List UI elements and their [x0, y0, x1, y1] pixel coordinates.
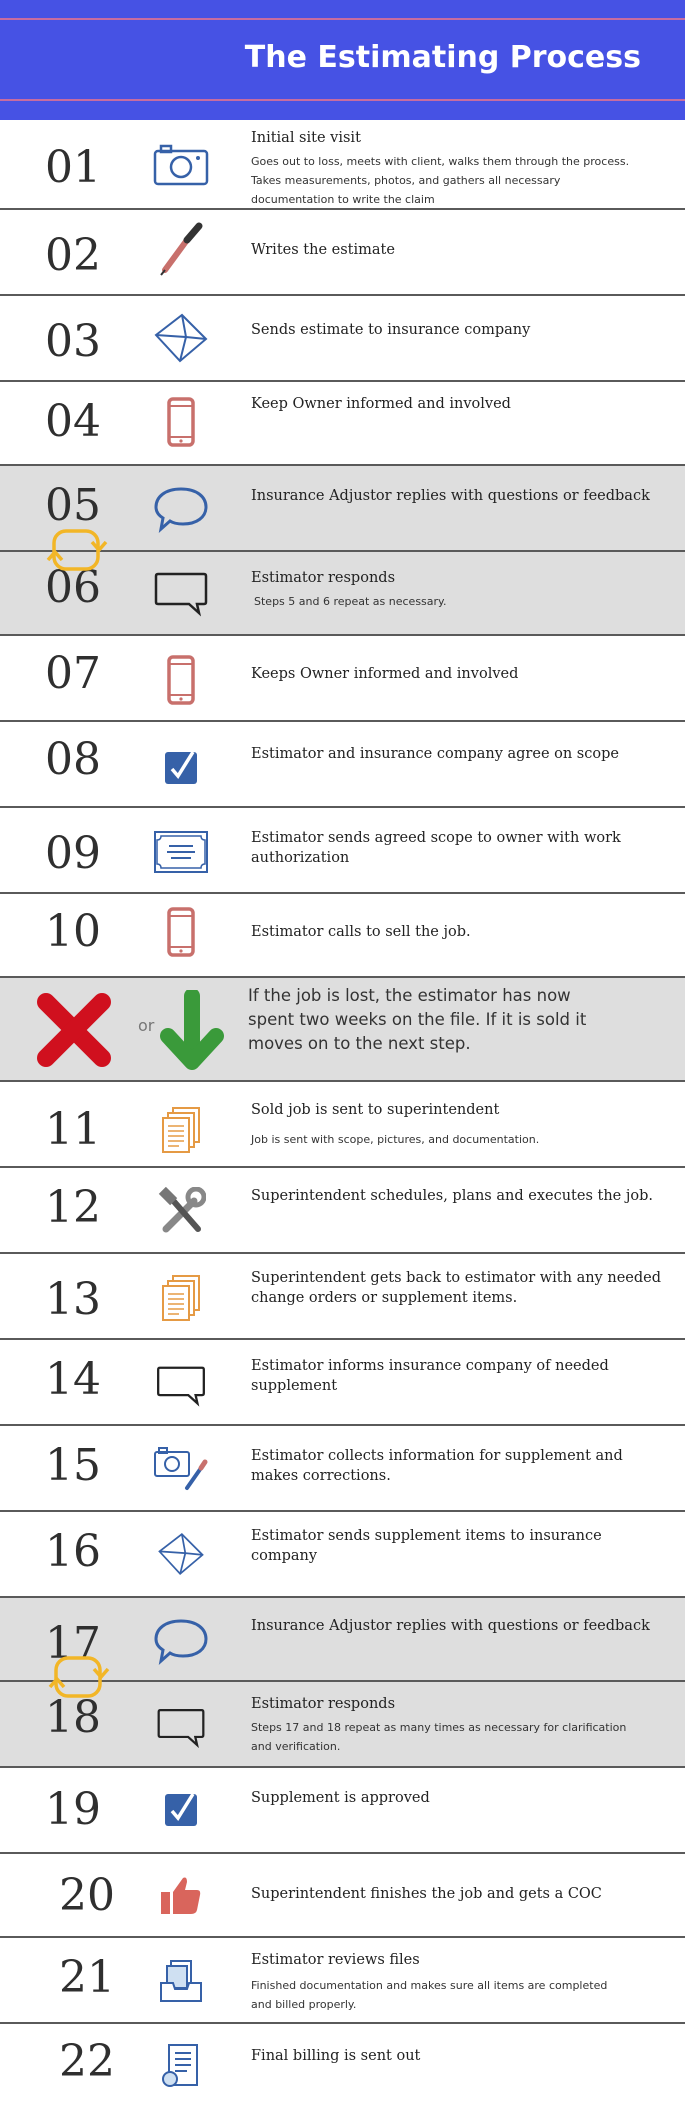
step-detail: Steps 5 and 6 repeat as necessary. [254, 595, 447, 608]
header-banner [0, 0, 685, 120]
checkbox-icon [150, 1780, 212, 1836]
step-number: 08 [45, 734, 101, 785]
step-number: 12 [45, 1182, 101, 1233]
chat-icon [150, 1358, 212, 1414]
step-number: 20 [59, 1870, 115, 1921]
step-title: Keep Owner informed and involved [251, 396, 511, 412]
step-title: Estimator calls to sell the job. [251, 924, 471, 940]
step-number: 04 [45, 396, 101, 447]
header-bottom-rule [0, 99, 685, 101]
step-row-13 [0, 1254, 685, 1340]
step-title: Estimator and insurance company agree on scope [251, 746, 619, 762]
decision-text: If the job is lost, the estimator has now spent two weeks on the file. If it is sold it moves on to the next step. [248, 986, 587, 1053]
phone-icon [150, 394, 212, 450]
documents-icon [150, 1102, 212, 1158]
step-title: Keeps Owner informed and involved [251, 666, 519, 682]
step-number: 05 [45, 480, 101, 531]
step-title: Initial site visit [251, 130, 361, 146]
step-detail: Steps 17 and 18 repeat as many times as necessary for clarification and verification. [251, 1721, 627, 1753]
pen-icon [150, 222, 212, 278]
step-row-02 [0, 210, 685, 296]
step-title: Sold job is sent to superintendent [251, 1102, 500, 1118]
step-number: 22 [59, 2036, 115, 2087]
step-row-12 [0, 1168, 685, 1254]
step-title: Insurance Adjustor replies with questions or feedback [251, 488, 650, 504]
step-row-03 [0, 296, 685, 382]
step-row-16 [0, 1512, 685, 1598]
camera-icon [150, 137, 212, 193]
certificate-icon [150, 824, 212, 880]
step-number: 09 [45, 828, 101, 879]
step-number: 10 [45, 906, 101, 957]
decision-row [0, 978, 685, 1082]
step-number: 03 [45, 316, 101, 367]
step-row-10 [0, 894, 685, 978]
speech-bubble-icon [150, 1614, 212, 1670]
down-arrow-icon [160, 990, 224, 1072]
step-row-07 [0, 636, 685, 722]
step-detail: Job is sent with scope, pictures, and documentation. [251, 1133, 540, 1146]
repeat-cycle-icon [48, 1654, 110, 1702]
step-number: 06 [45, 562, 101, 613]
step-title: Writes the estimate [251, 242, 395, 258]
step-row-11 [0, 1082, 685, 1168]
step-number: 18 [45, 1692, 101, 1743]
step-title: Estimator collects information for supplement and makes corrections. [251, 1448, 623, 1484]
camera-pen-icon [150, 1440, 212, 1496]
step-number: 14 [45, 1354, 101, 1405]
header-top-rule [0, 18, 685, 20]
step-title: Insurance Adjustor replies with questions or feedback [251, 1618, 650, 1634]
step-number: 02 [45, 230, 101, 281]
step-title: Sends estimate to insurance company [251, 322, 531, 338]
thumbs-up-icon [150, 1868, 212, 1924]
step-number: 13 [45, 1274, 101, 1325]
step-row-20 [0, 1854, 685, 1938]
step-row-21 [0, 1938, 685, 2024]
step-title: Superintendent gets back to estimator with any needed change orders or supplement items. [251, 1270, 662, 1306]
step-row-04 [0, 382, 685, 466]
step-number: 01 [45, 142, 101, 193]
step-title: Superintendent finishes the job and gets a COC [251, 1886, 602, 1902]
step-number: 15 [45, 1440, 101, 1491]
step-title: Estimator reviews files [251, 1952, 420, 1968]
chat-icon [150, 1700, 212, 1756]
step-title: Estimator responds [251, 1696, 396, 1712]
cross-icon [36, 992, 112, 1068]
step-number: 19 [45, 1784, 101, 1835]
phone-icon [150, 904, 212, 960]
step-title: Estimator responds [251, 570, 396, 586]
step-row-22 [0, 2024, 685, 2108]
step-row-09 [0, 808, 685, 894]
or-label: or [138, 1016, 155, 1035]
step-number: 17 [45, 1618, 101, 1669]
step-row-08 [0, 722, 685, 808]
documents-icon [150, 1270, 212, 1326]
envelope-icon [150, 1526, 212, 1582]
step-row-14 [0, 1340, 685, 1426]
step-title: Estimator sends agreed scope to owner with work authorization [251, 830, 621, 866]
page-title: The Estimating Process [244, 40, 641, 75]
step-number: 16 [45, 1526, 101, 1577]
step-title: Final billing is sent out [251, 2048, 421, 2064]
step-title: Estimator informs insurance company of needed supplement [251, 1358, 609, 1394]
step-row-01 [0, 120, 685, 210]
chat-icon [150, 566, 212, 622]
tools-icon [150, 1184, 212, 1240]
phone-icon [150, 652, 212, 708]
step-title: Estimator sends supplement items to insurance company [251, 1528, 602, 1564]
step-detail: Finished documentation and makes sure all items are completed and billed properly. [251, 1979, 608, 2011]
step-row-15 [0, 1426, 685, 1512]
repeat-cycle-icon [46, 527, 108, 575]
checkbox-icon [150, 738, 212, 794]
step-row-19 [0, 1768, 685, 1854]
step-title: Supplement is approved [251, 1790, 430, 1806]
inbox-icon [150, 1952, 212, 2008]
envelope-icon [150, 310, 212, 366]
step-number: 21 [59, 1952, 115, 2003]
step-title: Superintendent schedules, plans and executes the job. [251, 1188, 653, 1204]
invoice-icon [150, 2038, 212, 2094]
step-number: 11 [45, 1104, 101, 1155]
step-number: 07 [45, 648, 101, 699]
step-detail: Goes out to loss, meets with client, walks them through the process. Takes measurements, photos, and gathers all necessary documentation to write the claim [251, 155, 630, 206]
speech-bubble-icon [150, 482, 212, 538]
